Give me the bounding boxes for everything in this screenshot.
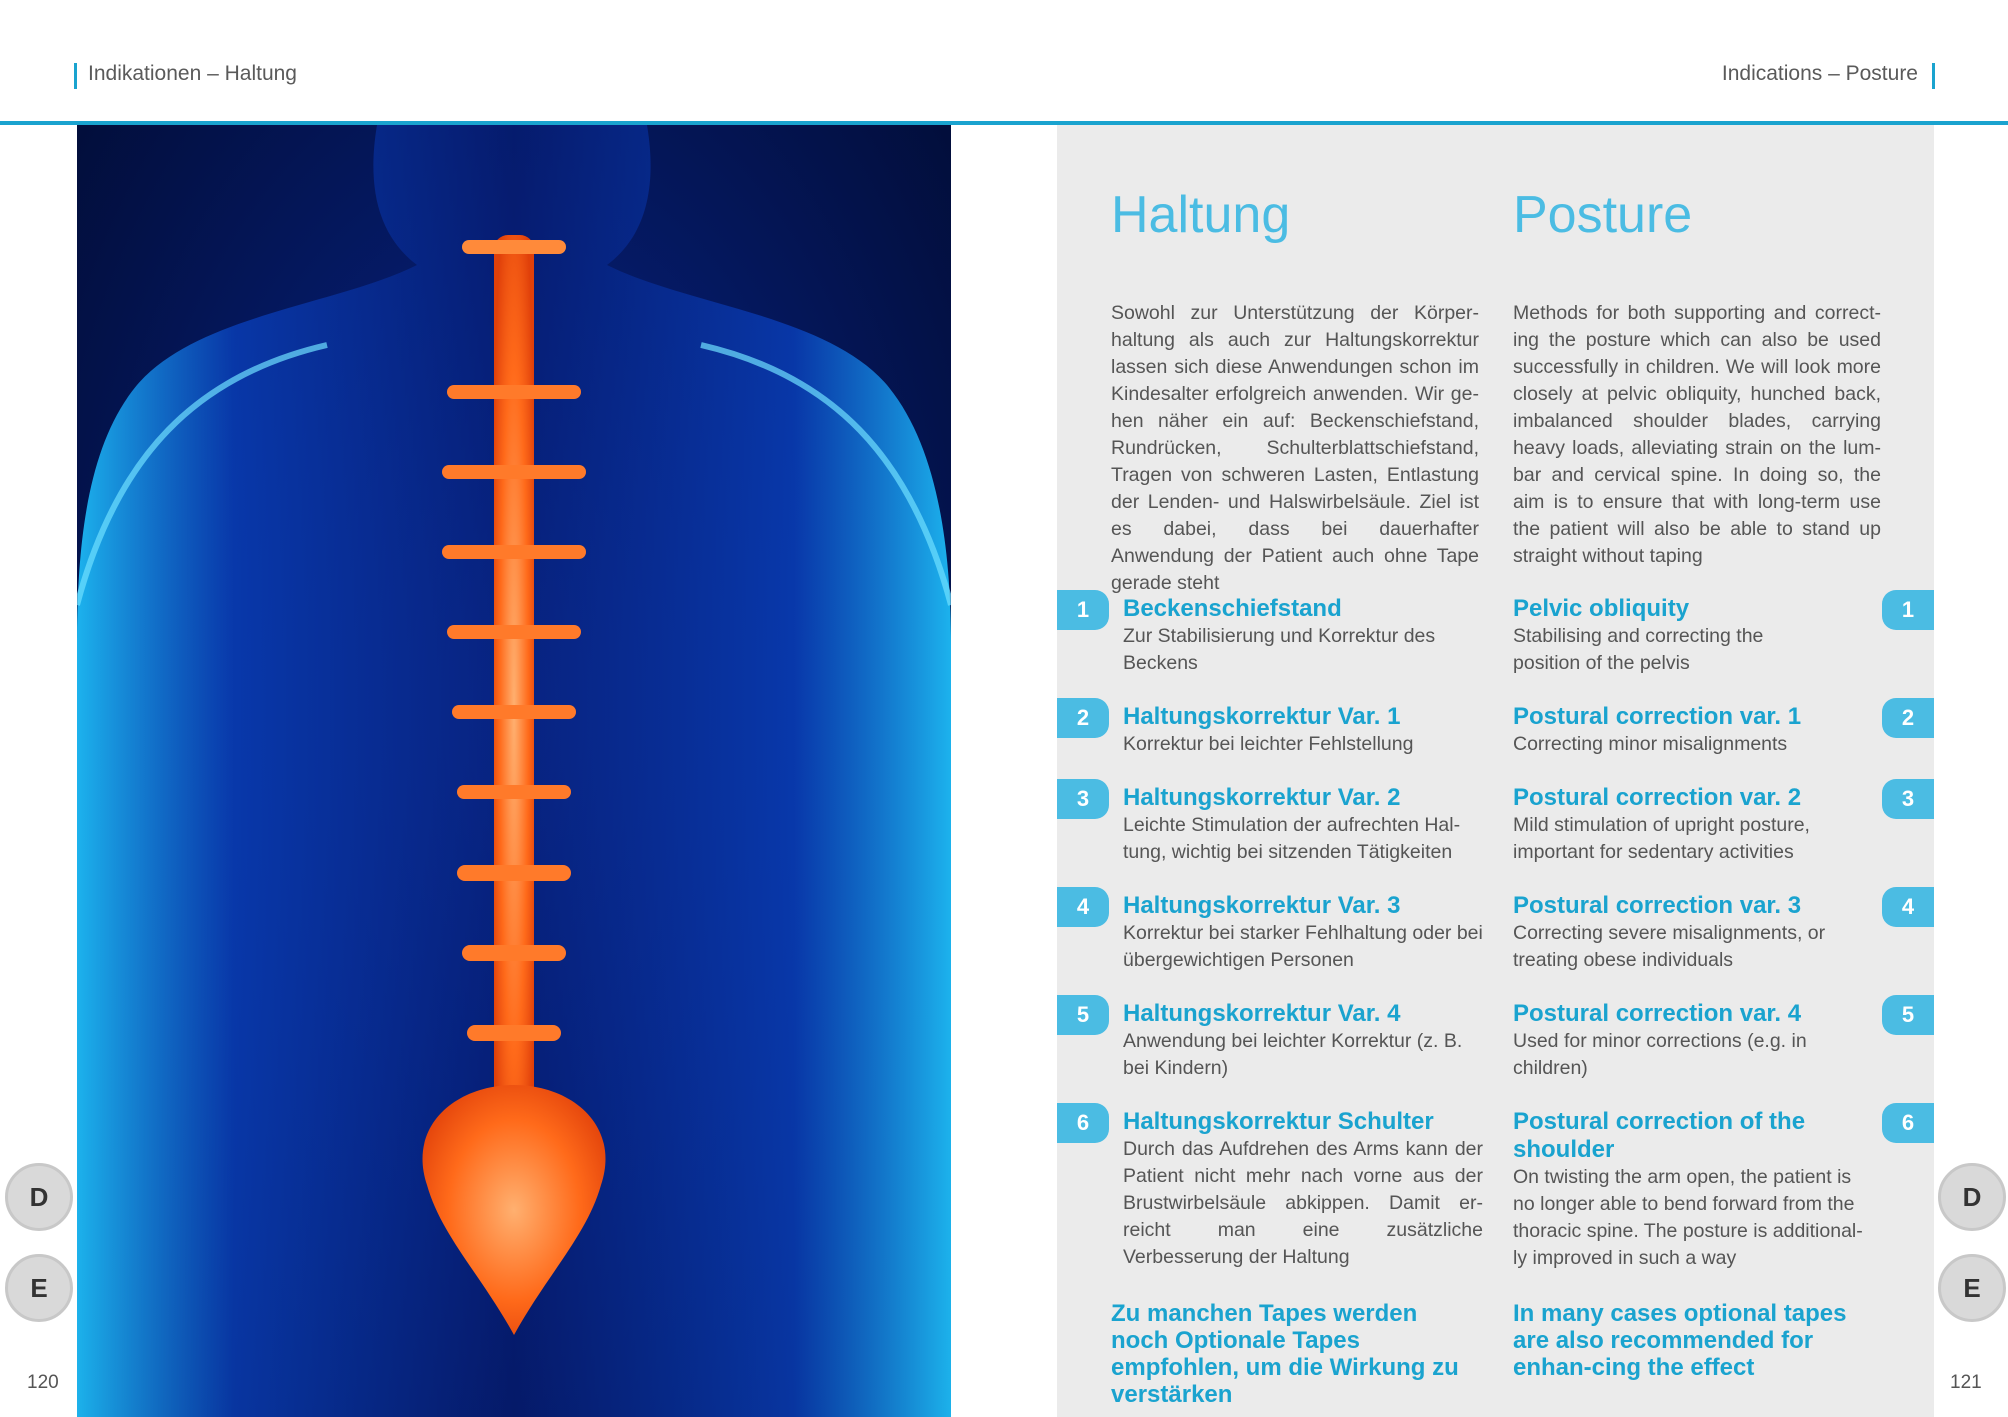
item-de bbox=[1123, 703, 1483, 758]
intro-en: Methods for both supporting and correct-ing the posture which can also be used successfully in children. We will look more closely at pelvic obliquity, hunched back, imbalanced shoulder blades, carrying heavy loads, alleviating strain on the lum-bar and cervical spine. In doing so, the aim is to ensure that with long-term use the patient will also be able to stand up straight without taping bbox=[1513, 302, 1881, 567]
language-badge-e[interactable]: E bbox=[5, 1254, 73, 1322]
closing-en: In many cases optional tapes are also recommended for enhan-cing the effect bbox=[1513, 1300, 1847, 1381]
title-de: Haltung bbox=[1111, 186, 1291, 244]
language-badge-d[interactable]: D bbox=[5, 1163, 73, 1231]
item-en bbox=[1513, 1000, 1853, 1082]
item-desc-en: Used for minor corrections (e.g. in children) bbox=[1513, 1030, 1807, 1079]
item-en bbox=[1513, 703, 1853, 758]
item-desc-de: Zur Stabilisierung und Korrektur des Beckens bbox=[1123, 625, 1436, 674]
item-title-en: Postural correction var. 1 bbox=[1513, 703, 1802, 730]
item-title-de: Haltungskorrektur Schulter bbox=[1123, 1108, 1434, 1135]
language-badge-d[interactable]: D bbox=[1938, 1163, 2006, 1231]
item-en bbox=[1513, 1108, 1873, 1272]
item-number-tab[interactable]: 3 bbox=[1882, 779, 1934, 819]
item-title-de: Haltungskorrektur Var. 1 bbox=[1123, 703, 1401, 730]
item-number-tab[interactable]: 1 bbox=[1057, 590, 1109, 630]
item-en bbox=[1513, 784, 1853, 866]
item-desc-de: Leichte Stimulation der aufrechten Hal-tung, wichtig bei sitzenden Tätigkeiten bbox=[1123, 814, 1461, 863]
item-number-tab[interactable]: 3 bbox=[1057, 779, 1109, 819]
item-number-tab[interactable]: 2 bbox=[1057, 698, 1109, 738]
intro-de: Sowohl zur Unterstützung der Körper-haltung als auch zur Haltungskorrektur lassen sich diese Anwendungen schon im Kindesalter erfolgreich anwenden. Wir ge-hen näher ein auf: Beckenschiefstand, Rundrücken, Schulterblattschiefstand, Tragen von schweren Lasten, Entlastung der Lenden- und Halswirbelsäule. Ziel ist es dabei, dass bei dauerhafter Anwendung der Patient auch ohne Tape gerade steht bbox=[1111, 302, 1479, 594]
title-en: Posture bbox=[1513, 186, 1693, 244]
back-body-figure bbox=[77, 125, 951, 1417]
language-badge-e[interactable]: E bbox=[1938, 1254, 2006, 1322]
item-desc-de: Korrektur bei leichter Fehlstellung bbox=[1123, 733, 1414, 755]
item-desc-de: Anwendung bei leichter Korrektur (z. B. bei Kindern) bbox=[1123, 1030, 1463, 1079]
item-de bbox=[1123, 892, 1483, 974]
item-number-tab[interactable]: 1 bbox=[1882, 590, 1934, 630]
item-en bbox=[1513, 892, 1853, 974]
item-de bbox=[1123, 1108, 1483, 1271]
item-desc-en: On twisting the arm open, the patient is no longer able to bend forward from the thoracic spine. The posture is additional-ly improved in such a way bbox=[1513, 1166, 1863, 1269]
item-number-tab[interactable]: 5 bbox=[1882, 995, 1934, 1035]
page-number-right: 121 bbox=[1950, 1372, 1982, 1393]
item-title-de: Beckenschiefstand bbox=[1123, 595, 1342, 622]
item-de bbox=[1123, 595, 1483, 677]
item-number-tab[interactable]: 2 bbox=[1882, 698, 1934, 738]
item-number-tab[interactable]: 4 bbox=[1882, 887, 1934, 927]
header-bar-right bbox=[1932, 63, 1935, 89]
item-desc-de: Durch das Aufdrehen des Arms kann der Patient nicht mehr nach vorne aus der Brustwirbelsäule abkippen. Damit er-reicht man eine zusätzliche Verbesserung der Haltung bbox=[1123, 1138, 1483, 1268]
page-number-left: 120 bbox=[27, 1372, 59, 1393]
item-desc-en: Mild stimulation of upright posture, important for sedentary activities bbox=[1513, 814, 1810, 863]
item-de bbox=[1123, 1000, 1483, 1082]
item-title-de: Haltungskorrektur Var. 3 bbox=[1123, 892, 1401, 919]
item-number-tab[interactable]: 4 bbox=[1057, 887, 1109, 927]
spine-illustration bbox=[77, 125, 951, 1417]
item-de bbox=[1123, 784, 1483, 866]
item-en bbox=[1513, 595, 1813, 677]
item-title-en: Postural correction var. 3 bbox=[1513, 892, 1802, 919]
item-desc-en: Stabilising and correcting the position of the pelvis bbox=[1513, 625, 1764, 674]
closing-de: Zu manchen Tapes werden noch Optionale Tapes empfohlen, um die Wirkung zu verstärken bbox=[1111, 1300, 1459, 1408]
item-desc-en: Correcting severe misalignments, or treating obese individuals bbox=[1513, 922, 1826, 971]
header-right: Indications – Posture bbox=[1721, 62, 1918, 85]
item-number-tab[interactable]: 6 bbox=[1882, 1103, 1934, 1143]
header-bar-left bbox=[74, 63, 77, 89]
item-title-en: Postural correction var. 4 bbox=[1513, 1000, 1802, 1027]
header-left: Indikationen – Haltung bbox=[88, 62, 297, 85]
item-number-tab[interactable]: 5 bbox=[1057, 995, 1109, 1035]
item-desc-en: Correcting minor misalignments bbox=[1513, 733, 1788, 755]
item-title-de: Haltungskorrektur Var. 2 bbox=[1123, 784, 1401, 811]
item-desc-de: Korrektur bei starker Fehlhaltung oder bei übergewichtigen Personen bbox=[1123, 922, 1483, 971]
item-title-en: Postural correction of the shoulder bbox=[1513, 1108, 1806, 1163]
item-title-en: Postural correction var. 2 bbox=[1513, 784, 1802, 811]
item-number-tab[interactable]: 6 bbox=[1057, 1103, 1109, 1143]
item-title-de: Haltungskorrektur Var. 4 bbox=[1123, 1000, 1401, 1027]
item-title-en: Pelvic obliquity bbox=[1513, 595, 1690, 622]
